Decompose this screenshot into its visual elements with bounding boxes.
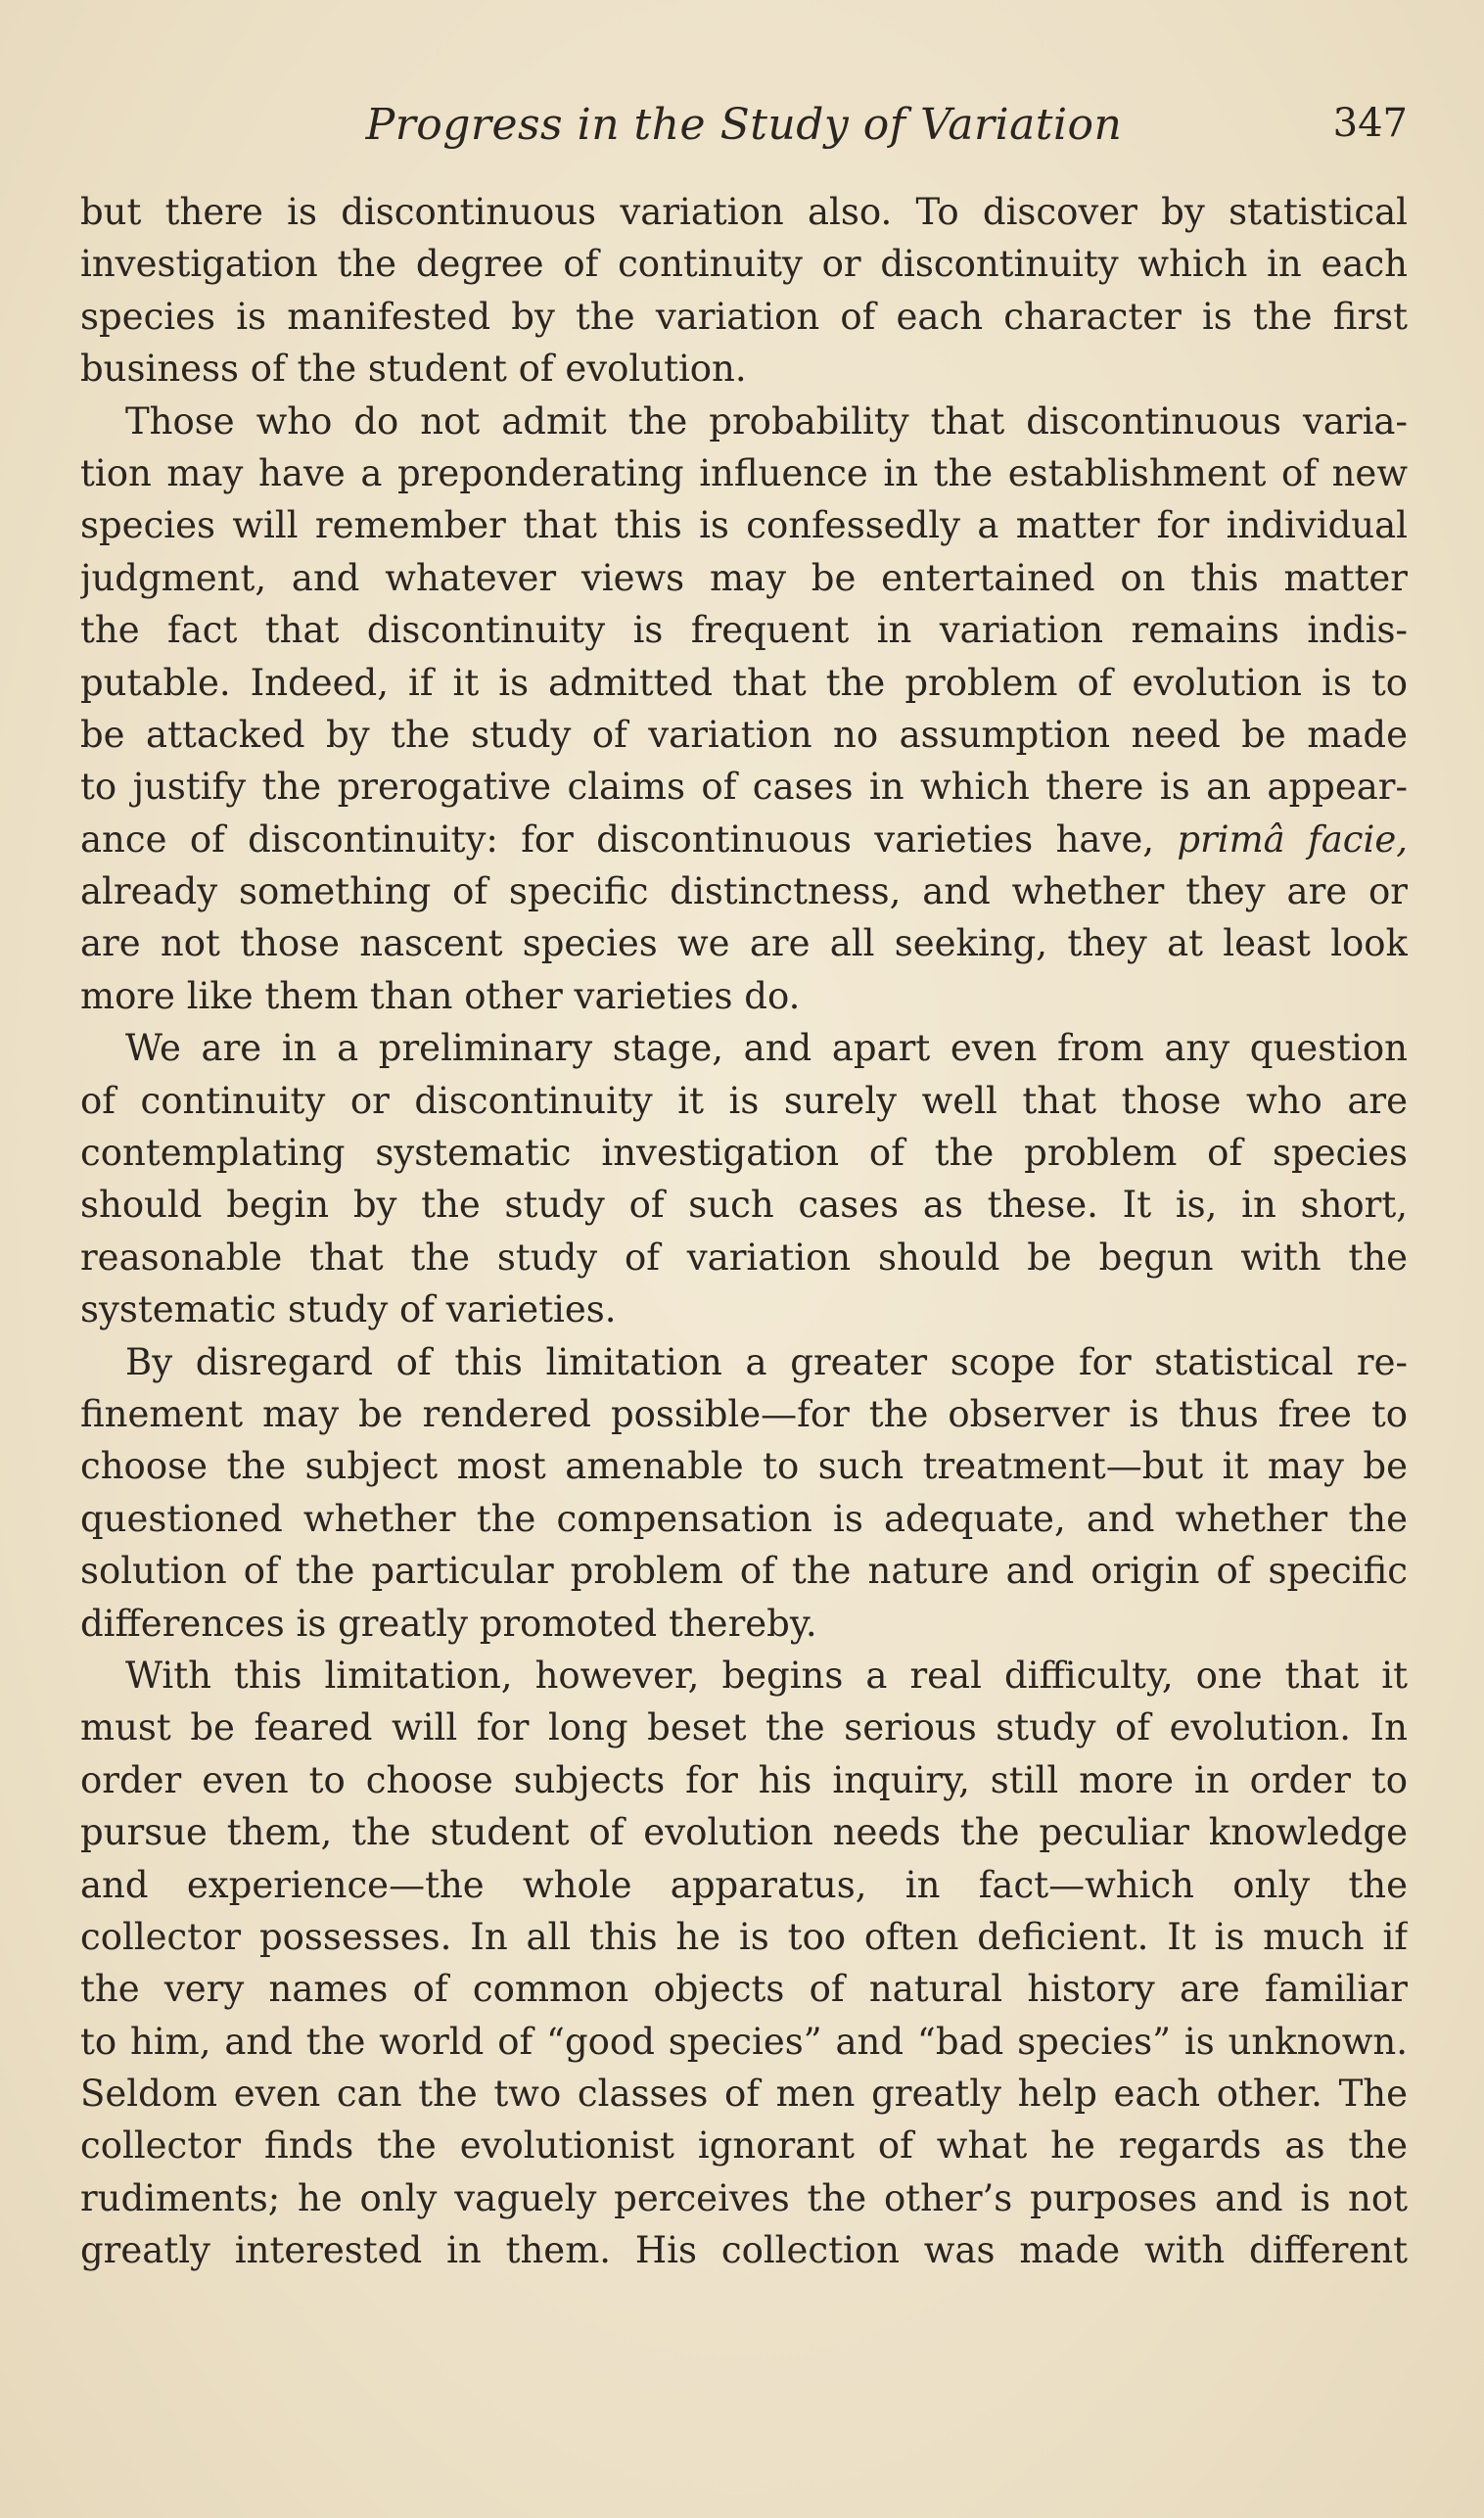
text-line: of continuity or discontinuity it is surely well that those who are bbox=[80, 1079, 1408, 1122]
text-line: differences is greatly promoted thereby. bbox=[80, 1602, 817, 1645]
text-line: species will remember that this is confessedly a matter for individual bbox=[80, 504, 1408, 547]
text-line: tion may have a preponderating influence in the establishment of new bbox=[80, 451, 1408, 494]
text-line: collector finds the evolutionist ignorant of what he regards as the bbox=[80, 2124, 1408, 2168]
text-line: the very names of common objects of natural history are familiar bbox=[80, 1968, 1408, 2011]
text-line: collector possesses. In all this he is too often deficient. It is much if bbox=[80, 1915, 1408, 1958]
text-line: Those who do not admit the probability that discontinuous varia- bbox=[125, 399, 1408, 443]
text-line-with-italic bbox=[80, 814, 1408, 865]
text-line: order even to choose subjects for his inquiry, still more in order to bbox=[80, 1758, 1408, 1801]
paragraph bbox=[80, 1336, 1408, 1650]
paragraph bbox=[80, 1022, 1408, 1335]
paragraph bbox=[80, 1650, 1408, 2277]
italic-phrase: primâ facie, bbox=[1177, 817, 1408, 861]
text-line: systematic study of varieties. bbox=[80, 1288, 617, 1331]
text-line: to justify the prerogative claims of cases in which there is an appear- bbox=[80, 766, 1408, 809]
text-line: judgment, and whatever views may be entertained on this matter bbox=[80, 556, 1408, 599]
text-line: With this limitation, however, begins a real difficulty, one that it bbox=[125, 1654, 1408, 1697]
text-line: rudiments; he only vaguely perceives the other’s purposes and is not bbox=[80, 2176, 1408, 2219]
text-line: investigation the degree of continuity or discontinuity which in each bbox=[80, 243, 1408, 286]
text-line: choose the subject most amenable to such treatment—but it may be bbox=[80, 1445, 1408, 1488]
text-line: but there is discontinuous variation also. To discover by statistical bbox=[80, 191, 1408, 233]
text-line: species is manifested by the variation of each character is the first bbox=[80, 295, 1408, 338]
text-line: By disregard of this limitation a greater scope for statistical re- bbox=[125, 1340, 1408, 1383]
text-line: finement may be rendered possible—for the observer is thus free to bbox=[80, 1392, 1408, 1435]
text-line: be attacked by the study of variation no assumption need be made bbox=[80, 713, 1408, 756]
text-line: should begin by the study of such cases as these. It is, in short, bbox=[80, 1184, 1408, 1227]
page-number: 347 bbox=[1332, 101, 1408, 146]
text-line: reasonable that the study of variation should be begun with the bbox=[80, 1236, 1408, 1279]
text-line: putable. Indeed, if it is admitted that the problem of evolution is to bbox=[80, 661, 1408, 704]
text-line: the fact that discontinuity is frequent in variation remains indis- bbox=[80, 609, 1408, 652]
text-line: Seldom even can the two classes of men greatly help each other. The bbox=[80, 2073, 1408, 2116]
text-segment: ance of discontinuity: for discontinuous varieties have, bbox=[80, 817, 1155, 861]
text-line: greatly interested in them. His collection was made with different bbox=[80, 2229, 1408, 2272]
text-line: more like them than other varieties do. bbox=[80, 974, 801, 1017]
text-line: solution of the particular problem of the nature and origin of specific bbox=[80, 1550, 1408, 1593]
text-line: already something of specific distinctness, and whether they are or bbox=[80, 870, 1408, 913]
paragraph bbox=[80, 396, 1408, 1023]
paragraph bbox=[80, 186, 1408, 396]
text-line: We are in a preliminary stage, and apart even from any question bbox=[125, 1027, 1408, 1070]
text-line: business of the student of evolution. bbox=[80, 348, 747, 391]
text-line: and experience—the whole apparatus, in fact—which only the bbox=[80, 1863, 1408, 1906]
text-line: contemplating systematic investigation of the problem of species bbox=[80, 1132, 1408, 1175]
text-line: to him, and the world of “good species” and “bad species” is unknown. bbox=[80, 2020, 1408, 2063]
body-text bbox=[80, 186, 1408, 2277]
text-line: must be feared will for long beset the serious study of evolution. In bbox=[80, 1706, 1408, 1749]
running-title: Progress in the Study of Variation bbox=[365, 100, 1123, 150]
running-header bbox=[80, 94, 1408, 163]
text-line: questioned whether the compensation is adequate, and whether the bbox=[80, 1497, 1408, 1540]
text-line: are not those nascent species we are all seeking, they at least look bbox=[80, 922, 1408, 965]
text-line: pursue them, the student of evolution needs the peculiar knowledge bbox=[80, 1811, 1408, 1854]
